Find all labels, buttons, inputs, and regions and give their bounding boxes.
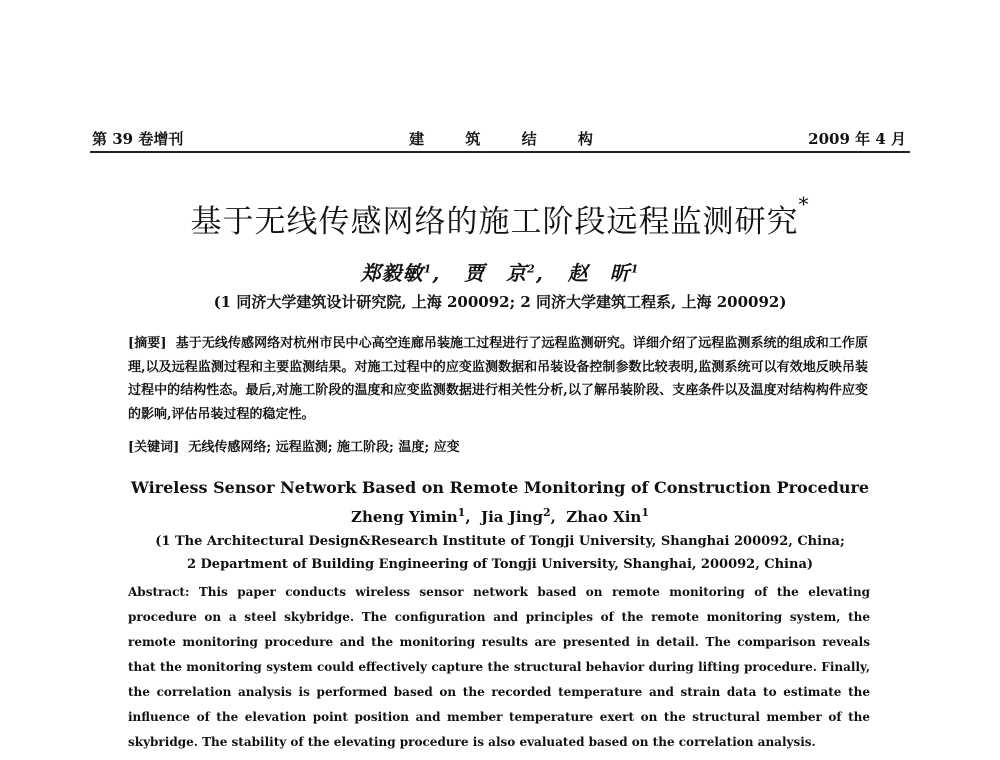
affiliation-english-1: (1 The Architectural Design&Research Institute of Tongji University, Shanghai 200092, China;: [155, 534, 845, 549]
abstract-en-text: This paper conducts wireless sensor network based on remote monitoring of the elevating procedure on a steel skybridge. The configuration and principles of the remote monitoring system, the remote monitoring procedure and the monitoring results are presented in detail. The comparison reveals that the monitoring system could effectively capture the structural behavior during lifting procedure. Finally, the correlation analysis is performed based on the recorded temperature and strain data to estimate the influence of the elevation point position and member temperature exert on the structural member of the skybridge. The stability of the elevating procedure is also evaluated based on the correlation analysis.: [128, 585, 870, 749]
abstract-cn-label: [摘要]: [128, 336, 167, 351]
header-rule: [90, 151, 910, 153]
keywords-cn-text: 无线传感网络; 远程监测; 施工阶段; 温度; 应变: [188, 440, 460, 455]
abstract-cn-text: 基于无线传感网络对杭州市民中心高空连廊吊装施工过程进行了远程监测研究。详细介绍了远程监测系统的组成和工作原理,以及远程监测过程和主要监测结果。对施工过程中的应变监测数据和吊装设备控制参数比较表明,监测系统可以有效地反映吊装过程中的结构性态。最后,对施工阶段的温度和应变监测数据进行相关性分析,以了解吊装阶段、支座条件以及温度对结构构件应变的影响,评估吊装过程的稳定性。: [128, 336, 868, 422]
authors-chinese: 郑毅敏$^1$, 贾 京$^2$, 赵 昕$^1$: [360, 261, 640, 285]
affiliation-english-2: 2 Department of Building Engineering of Tongji University, Shanghai, 200092, China): [186, 557, 814, 572]
header-volume: 第 39 卷增刊: [92, 130, 184, 148]
author-en-1: Zheng Yimin$^1$: [351, 506, 466, 526]
affiliation-chinese: (1 同济大学建筑设计研究院, 上海 200092; 2 同济大学建筑工程系, 上海 200092): [213, 293, 787, 311]
author-en-2: Jia Jing$^2$: [481, 506, 551, 526]
abstract-chinese: [128, 332, 868, 426]
paper-title-chinese: [0, 192, 1000, 241]
author-cn-3: 赵 昕$^1$: [567, 261, 640, 285]
authors-english: Zheng Yimin$^1$, Jia Jing$^2$, Zhao Xin$^1$: [351, 506, 649, 526]
author-cn-1: 郑毅敏$^1$: [360, 261, 433, 285]
paper-title-english: Wireless Sensor Network Based on Remote Monitoring of Construction Procedure: [130, 478, 870, 497]
header-journal-name: 建 筑 结 构: [409, 130, 611, 148]
title-footnote-mark: *: [798, 192, 810, 216]
keywords-chinese: [128, 436, 868, 455]
author-en-3: Zhao Xin$^1$: [566, 506, 649, 526]
abstract-english: [128, 580, 870, 755]
title-cn-text: 基于无线传感网络的施工阶段远程监测研究: [190, 204, 799, 240]
keywords-cn-label: [关键词]: [128, 440, 180, 455]
abstract-en-label: Abstract:: [128, 585, 190, 599]
header-date: 2009 年 4 月: [808, 130, 906, 148]
author-cn-2: 贾 京$^2$: [464, 261, 536, 285]
